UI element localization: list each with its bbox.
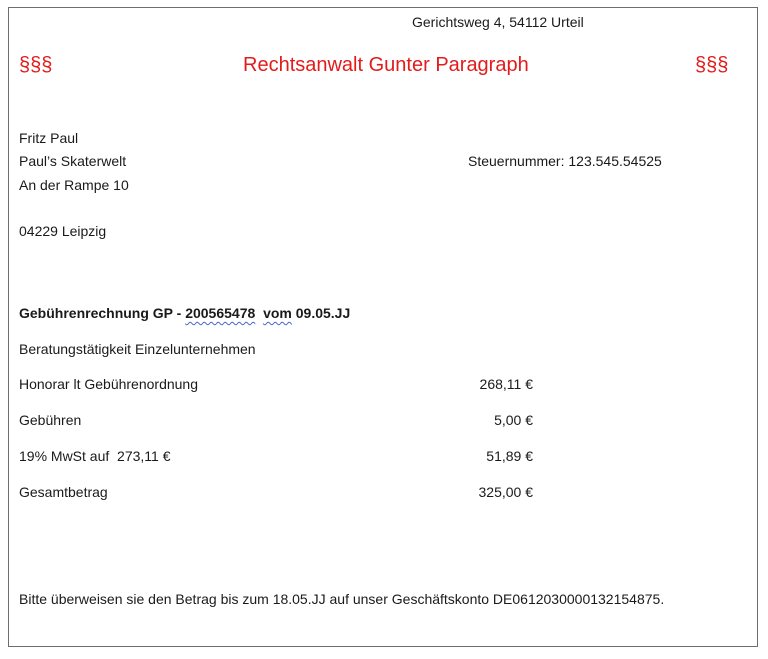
line-amount-charges: 5,00 €	[494, 412, 533, 428]
firm-name: Rechtsanwalt Gunter Paragraph	[243, 54, 529, 76]
line-amount-total: 325,00 €	[478, 484, 533, 500]
invoice-title	[19, 304, 350, 322]
invoice-vom: vom	[263, 305, 292, 321]
service-description: Beratungstätigkeit Einzelunternehmen	[19, 341, 256, 357]
line-amount-vat: 51,89 €	[486, 448, 533, 464]
tax-number: Steuernummer: 123.545.54525	[468, 153, 662, 169]
sender-address: Gerichtsweg 4, 54112 Urteil	[412, 14, 584, 30]
section-sign-left: §§§	[19, 54, 53, 76]
line-label-charges: Gebühren	[19, 412, 82, 428]
line-label-vat: 19% MwSt auf 273,11 €	[19, 448, 171, 464]
line-amount-fee: 268,11 €	[479, 376, 533, 392]
recipient-company: Paul’s Skaterwelt	[19, 153, 127, 169]
invoice-number: 200565478	[185, 305, 256, 321]
recipient-city: 04229 Leipzig	[19, 223, 107, 239]
section-sign-right: §§§	[695, 54, 729, 76]
recipient-street: An der Rampe 10	[19, 177, 129, 193]
invoice-page	[8, 7, 758, 647]
line-label-fee: Honorar lt Gebührenordnung	[19, 376, 199, 392]
invoice-title-prefix: Gebührenrechnung GP -	[19, 305, 186, 321]
invoice-date-separator	[255, 305, 263, 321]
payment-note: Bitte überweisen sie den Betrag bis zum 18.05.JJ auf unser Geschäftskonto DE0612030000132154875.	[19, 591, 665, 607]
line-label-total: Gesamtbetrag	[19, 484, 108, 500]
invoice-date: 09.05.JJ	[291, 305, 351, 321]
recipient-name: Fritz Paul	[19, 130, 79, 146]
